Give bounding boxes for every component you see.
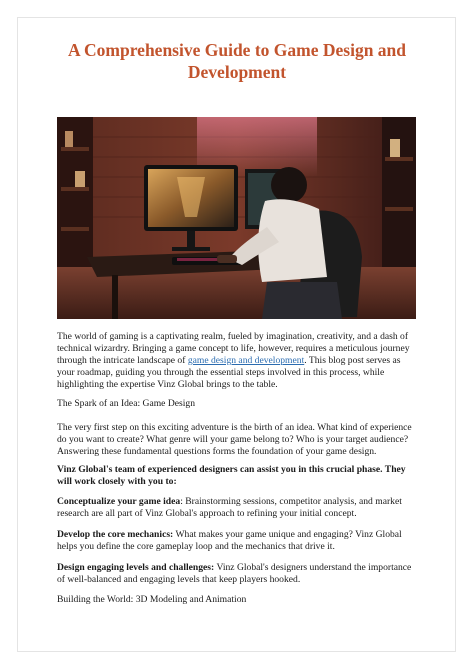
- title-line-1: A Comprehensive Guide to Game Design and: [67, 40, 407, 60]
- item-label: Design engaging levels and challenges:: [57, 562, 215, 573]
- list-item: [57, 496, 419, 520]
- item-text: What makes your game unique and engaging? Vinz Global helps you define the core gameplay loop and the mechanics that drive it.: [57, 529, 402, 552]
- item-text: Vinz Global's designers understand the importance of well-balanced and engaging levels that keep players hooked.: [57, 562, 412, 585]
- item-label: Conceptualize your game idea: [57, 496, 181, 507]
- title-line-2: Development: [187, 62, 287, 82]
- list-item: [57, 529, 419, 553]
- design-paragraph: The very first step on this exciting adventure is the birth of an idea. What kind of experience do you want to create? What genre will your game belong to? Who is your target audience? Answering these fundamental questions forms the foundation of your game design.: [57, 422, 412, 457]
- list-item: [57, 562, 419, 586]
- callout-paragraph: [57, 464, 419, 488]
- document-title: [50, 39, 424, 83]
- game-design-link[interactable]: game design and development: [187, 355, 305, 366]
- intro-paragraph: [57, 331, 419, 391]
- callout-text: Vinz Global's team of experienced designers can assist you in this crucial phase. They will work closely with you to:: [57, 464, 406, 487]
- item-text: : Brainstorming sessions, competitor analysis, and market research are all part of Vinz Global's approach to refining your initial concept.: [57, 496, 402, 519]
- section-heading-modeling: Building the World: 3D Modeling and Animation: [57, 594, 247, 605]
- intro-text-end: . This blog post serves as your roadmap, guiding you through the essential steps involved in this process, while highlighting the expertise Vinz Global brings to the table.: [57, 355, 401, 390]
- section-heading-design: The Spark of an Idea: Game Design: [57, 398, 195, 409]
- intro-text-start: The world of gaming is a captivating realm, fueled by imagination, creativity, and a dash of technical wizardry. Bringing a game concept to life, however, requires a meticulous journey through the intricate landscape of: [57, 331, 410, 366]
- hero-image: [57, 117, 416, 319]
- item-label: Develop the core mechanics:: [57, 529, 174, 540]
